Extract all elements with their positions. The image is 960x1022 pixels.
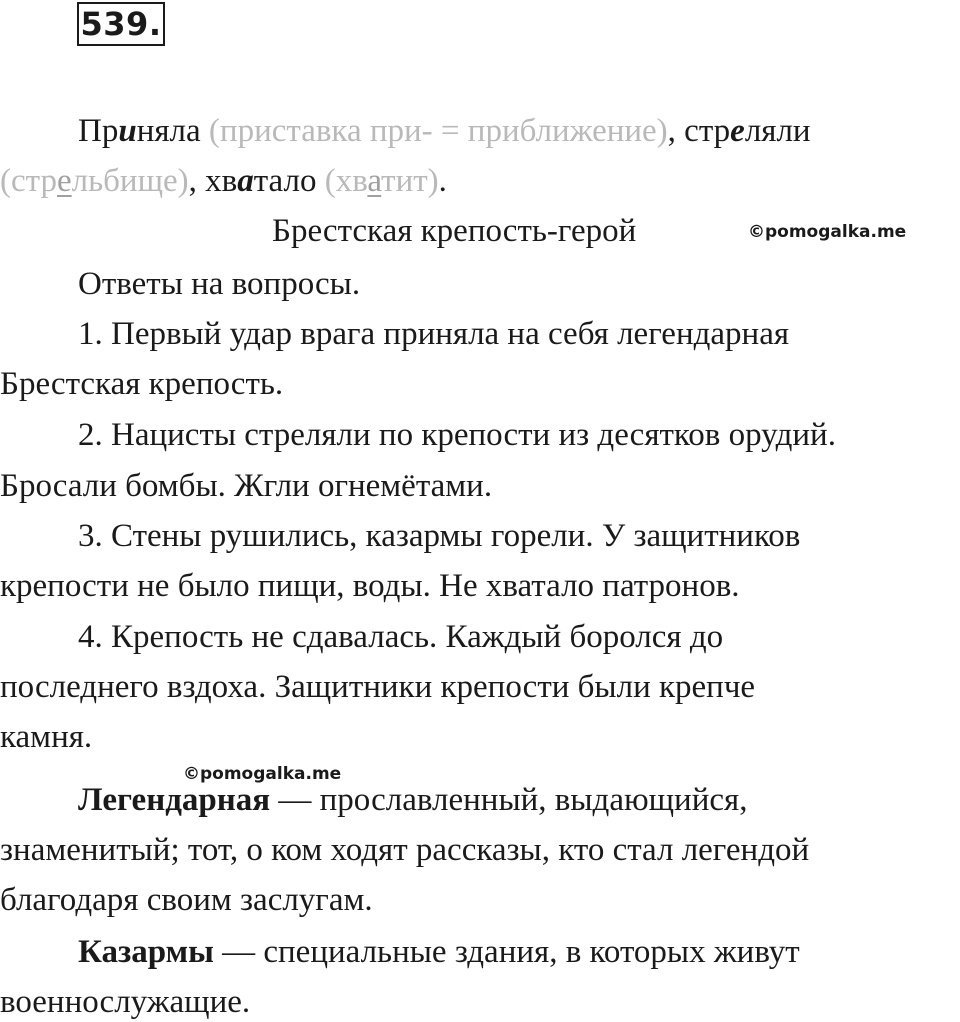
intro-line-2: (стрельбище), хватало (хватит).	[0, 163, 447, 199]
word-prinyala: Приняла	[78, 113, 201, 149]
definition-1-line-2: знаменитый; тот, о ком ходят рассказы, кто стал легендой	[0, 832, 810, 868]
answer-3-line-2: крепости не было пищи, воды. Не хватало патронов.	[0, 568, 740, 604]
definition-2-line-1: Казармы — специальные здания, в которых живут	[78, 934, 800, 970]
answer-4-line-3: камня.	[0, 719, 93, 755]
answer-3-line-1: 3. Стены рушились, казармы горели. У защитников	[78, 518, 801, 554]
answer-1-line-1: 1. Первый удар врага приняла на себя легендарная	[78, 316, 790, 352]
definition-2-line-2: военнослужащие.	[0, 984, 251, 1020]
note-hvatalo: (хватит)	[324, 163, 439, 199]
word-strelyali: стреляли	[684, 113, 811, 149]
word-hvatalo: хватало	[205, 163, 317, 199]
definition-1-line-3: благодаря своим заслугам.	[0, 882, 373, 918]
note-strelyali: (стрельбище)	[0, 163, 189, 199]
answer-4-line-2: последнего вздоха. Защитники крепости были крепче	[0, 669, 756, 705]
answer-1-line-2: Брестская крепость.	[0, 366, 284, 402]
note-prinyala: (приставка при- = приближение)	[208, 113, 668, 149]
watermark-top: ©pomogalka.me	[748, 222, 907, 242]
answers-heading: Ответы на вопросы.	[78, 266, 361, 302]
answer-2-line-2: Бросали бомбы. Жгли огнемётами.	[0, 468, 493, 504]
watermark-middle: ©pomogalka.me	[183, 764, 342, 784]
text-title: Брестская крепость-герой	[272, 213, 637, 249]
answer-2-line-1: 2. Нацисты стреляли по крепости из десятков орудий.	[78, 417, 836, 453]
intro-line-1: Приняла (приставка при- = приближение), стреляли	[78, 113, 811, 149]
definition-2-term: Казармы	[78, 934, 214, 970]
definition-1-term: Легендарная	[78, 782, 271, 818]
definition-1-line-1: Легендарная — прославленный, выдающийся,	[78, 782, 748, 818]
exercise-number: 539.	[77, 2, 165, 46]
answer-4-line-1: 4. Крепость не сдавалась. Каждый боролся до	[78, 619, 724, 655]
